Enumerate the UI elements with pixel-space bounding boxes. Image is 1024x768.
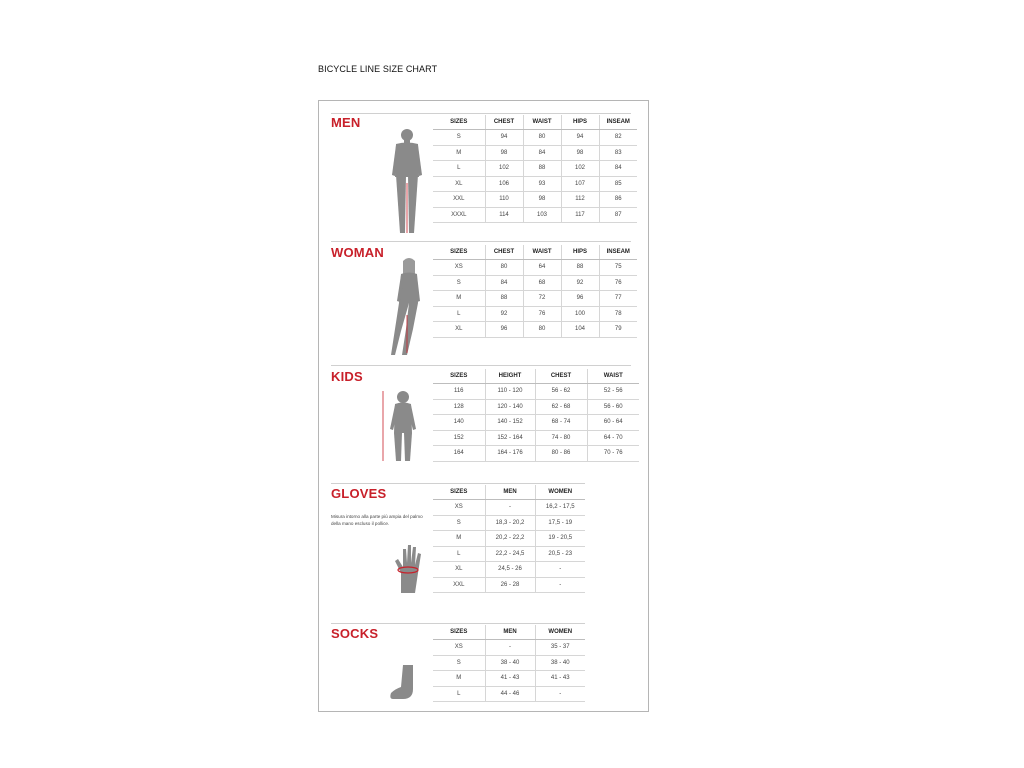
table-row: [433, 161, 637, 177]
section-divider: [331, 365, 631, 366]
size-cell: S: [433, 130, 485, 146]
section-divider: [331, 483, 585, 484]
measurement-cell: 41 - 43: [535, 671, 585, 687]
measurement-cell: 107: [561, 176, 599, 192]
size-cell: L: [433, 161, 485, 177]
column-header: INSEAM: [599, 115, 637, 130]
table-header-row: [433, 245, 637, 260]
measurement-cell: 20,2 - 22,2: [485, 531, 535, 547]
table-row: [433, 260, 637, 276]
measurement-cell: 16,2 - 17,5: [535, 500, 585, 516]
table-row: [433, 192, 637, 208]
table-row: [433, 500, 585, 516]
table-row: [433, 399, 639, 415]
measurement-cell: 20,5 - 23: [535, 546, 585, 562]
man-figure-icon: [387, 125, 427, 237]
table-row: [433, 207, 637, 223]
measurement-cell: 41 - 43: [485, 671, 535, 687]
sock-icon: [389, 663, 423, 703]
measurement-cell: 56 - 62: [535, 384, 587, 400]
column-header: CHEST: [485, 245, 523, 260]
woman-section: [319, 241, 648, 361]
measurement-cell: 117: [561, 207, 599, 223]
measurement-cell: 104: [561, 322, 599, 338]
measurement-cell: 106: [485, 176, 523, 192]
measurement-cell: 24,5 - 26: [485, 562, 535, 578]
measurement-cell: -: [535, 686, 585, 702]
measurement-cell: -: [485, 640, 535, 656]
size-cell: L: [433, 306, 485, 322]
measurement-cell: 44 - 46: [485, 686, 535, 702]
size-cell: S: [433, 275, 485, 291]
size-cell: XS: [433, 640, 485, 656]
measurement-cell: 60 - 64: [587, 415, 639, 431]
column-header: SIZES: [433, 369, 485, 384]
size-cell: XL: [433, 562, 485, 578]
table-row: [433, 130, 637, 146]
measurement-cell: 102: [485, 161, 523, 177]
measurement-cell: 164 - 176: [485, 446, 535, 462]
kid-figure-icon: [377, 389, 425, 463]
table-row: [433, 322, 637, 338]
measurement-cell: 76: [599, 275, 637, 291]
socks-size-table: [433, 625, 585, 702]
size-cell: 140: [433, 415, 485, 431]
kids-title: KIDS: [331, 369, 363, 384]
column-header: MEN: [485, 485, 535, 500]
table-row: [433, 577, 585, 593]
measurement-cell: 70 - 76: [587, 446, 639, 462]
column-header: CHEST: [535, 369, 587, 384]
table-header-row: [433, 485, 585, 500]
measurement-cell: 68: [523, 275, 561, 291]
table-row: [433, 415, 639, 431]
socks-title: SOCKS: [331, 626, 379, 641]
measurement-cell: 64: [523, 260, 561, 276]
table-row: [433, 275, 637, 291]
table-row: [433, 145, 637, 161]
measurement-cell: 92: [561, 275, 599, 291]
measurement-cell: 112: [561, 192, 599, 208]
men-title: MEN: [331, 115, 361, 130]
measurement-cell: 110: [485, 192, 523, 208]
gloves-title: GLOVES: [331, 486, 387, 501]
table-row: [433, 176, 637, 192]
measurement-cell: 94: [561, 130, 599, 146]
measurement-cell: 84: [523, 145, 561, 161]
size-cell: M: [433, 145, 485, 161]
size-cell: 152: [433, 430, 485, 446]
table-row: [433, 546, 585, 562]
measurement-cell: 76: [523, 306, 561, 322]
kids-section: [319, 365, 648, 465]
measurement-cell: 84: [599, 161, 637, 177]
gloves-size-table: [433, 485, 585, 593]
table-row: [433, 655, 585, 671]
measurement-cell: 93: [523, 176, 561, 192]
column-header: SIZES: [433, 485, 485, 500]
column-header: WAIST: [587, 369, 639, 384]
measurement-cell: 56 - 60: [587, 399, 639, 415]
table-row: [433, 562, 585, 578]
size-cell: 128: [433, 399, 485, 415]
woman-title: WOMAN: [331, 245, 384, 260]
measurement-cell: 35 - 37: [535, 640, 585, 656]
table-header-row: [433, 369, 639, 384]
measurement-cell: 68 - 74: [535, 415, 587, 431]
measurement-cell: 80 - 86: [535, 446, 587, 462]
size-cell: M: [433, 291, 485, 307]
measurement-cell: -: [485, 500, 535, 516]
measurement-cell: 83: [599, 145, 637, 161]
section-divider: [331, 623, 585, 624]
size-cell: S: [433, 655, 485, 671]
column-header: WAIST: [523, 115, 561, 130]
column-header: WOMEN: [535, 485, 585, 500]
measurement-cell: 75: [599, 260, 637, 276]
table-row: [433, 306, 637, 322]
column-header: WOMEN: [535, 625, 585, 640]
table-header-row: [433, 625, 585, 640]
measurement-cell: 110 - 120: [485, 384, 535, 400]
size-chart-sheet: [318, 100, 649, 712]
measurement-cell: 52 - 56: [587, 384, 639, 400]
measurement-cell: 87: [599, 207, 637, 223]
size-cell: S: [433, 515, 485, 531]
measurement-cell: 152 - 164: [485, 430, 535, 446]
measurement-cell: 80: [523, 322, 561, 338]
measurement-cell: -: [535, 577, 585, 593]
hand-icon: [391, 543, 425, 595]
kids-size-table: [433, 369, 639, 462]
woman-size-table: [433, 245, 637, 338]
table-row: [433, 640, 585, 656]
measurement-cell: 96: [561, 291, 599, 307]
measurement-cell: 140 - 152: [485, 415, 535, 431]
size-cell: XL: [433, 176, 485, 192]
measurement-cell: 64 - 70: [587, 430, 639, 446]
size-cell: XXL: [433, 192, 485, 208]
measurement-cell: 88: [523, 161, 561, 177]
column-header: SIZES: [433, 115, 485, 130]
table-row: [433, 531, 585, 547]
size-cell: XS: [433, 260, 485, 276]
men-section: [319, 113, 648, 233]
size-cell: XXL: [433, 577, 485, 593]
column-header: CHEST: [485, 115, 523, 130]
table-row: [433, 686, 585, 702]
socks-section: [319, 623, 648, 709]
size-cell: L: [433, 546, 485, 562]
table-row: [433, 515, 585, 531]
gloves-section: [319, 483, 648, 607]
measurement-cell: 88: [485, 291, 523, 307]
column-header: HEIGHT: [485, 369, 535, 384]
measurement-cell: -: [535, 562, 585, 578]
measurement-cell: 62 - 68: [535, 399, 587, 415]
table-header-row: [433, 115, 637, 130]
table-row: [433, 671, 585, 687]
measurement-cell: 86: [599, 192, 637, 208]
size-cell: 164: [433, 446, 485, 462]
measurement-cell: 74 - 80: [535, 430, 587, 446]
column-header: HIPS: [561, 115, 599, 130]
woman-figure-icon: [387, 255, 427, 359]
size-cell: L: [433, 686, 485, 702]
column-header: SIZES: [433, 245, 485, 260]
measurement-cell: 19 - 20,5: [535, 531, 585, 547]
measurement-cell: 17,5 - 19: [535, 515, 585, 531]
gloves-measure-note: Misura intorno alla parte più ampia del palmo della mano escluso il pollice.: [331, 514, 423, 526]
measurement-cell: 98: [561, 145, 599, 161]
section-divider: [331, 113, 631, 114]
measurement-cell: 72: [523, 291, 561, 307]
measurement-cell: 82: [599, 130, 637, 146]
measurement-cell: 38 - 40: [535, 655, 585, 671]
measurement-cell: 80: [485, 260, 523, 276]
column-header: WAIST: [523, 245, 561, 260]
measurement-cell: 18,3 - 20,2: [485, 515, 535, 531]
table-row: [433, 384, 639, 400]
measurement-cell: 114: [485, 207, 523, 223]
measurement-cell: 85: [599, 176, 637, 192]
document-title: BICYCLE LINE SIZE CHART: [318, 64, 438, 74]
measurement-cell: 100: [561, 306, 599, 322]
column-header: HIPS: [561, 245, 599, 260]
size-cell: 116: [433, 384, 485, 400]
measurement-cell: 102: [561, 161, 599, 177]
section-divider: [331, 241, 631, 242]
size-cell: XL: [433, 322, 485, 338]
measurement-cell: 92: [485, 306, 523, 322]
measurement-cell: 120 - 140: [485, 399, 535, 415]
table-row: [433, 291, 637, 307]
table-row: [433, 430, 639, 446]
measurement-cell: 94: [485, 130, 523, 146]
measurement-cell: 96: [485, 322, 523, 338]
measurement-cell: 78: [599, 306, 637, 322]
measurement-cell: 84: [485, 275, 523, 291]
measurement-cell: 77: [599, 291, 637, 307]
column-header: INSEAM: [599, 245, 637, 260]
measurement-cell: 98: [523, 192, 561, 208]
table-row: [433, 446, 639, 462]
measurement-cell: 26 - 28: [485, 577, 535, 593]
measurement-cell: 98: [485, 145, 523, 161]
column-header: MEN: [485, 625, 535, 640]
measurement-cell: 88: [561, 260, 599, 276]
size-cell: M: [433, 531, 485, 547]
measurement-cell: 22,2 - 24,5: [485, 546, 535, 562]
measurement-cell: 80: [523, 130, 561, 146]
column-header: SIZES: [433, 625, 485, 640]
measurement-cell: 38 - 40: [485, 655, 535, 671]
measurement-cell: 103: [523, 207, 561, 223]
size-cell: XS: [433, 500, 485, 516]
size-cell: M: [433, 671, 485, 687]
measurement-cell: 79: [599, 322, 637, 338]
size-cell: XXXL: [433, 207, 485, 223]
men-size-table: [433, 115, 637, 223]
